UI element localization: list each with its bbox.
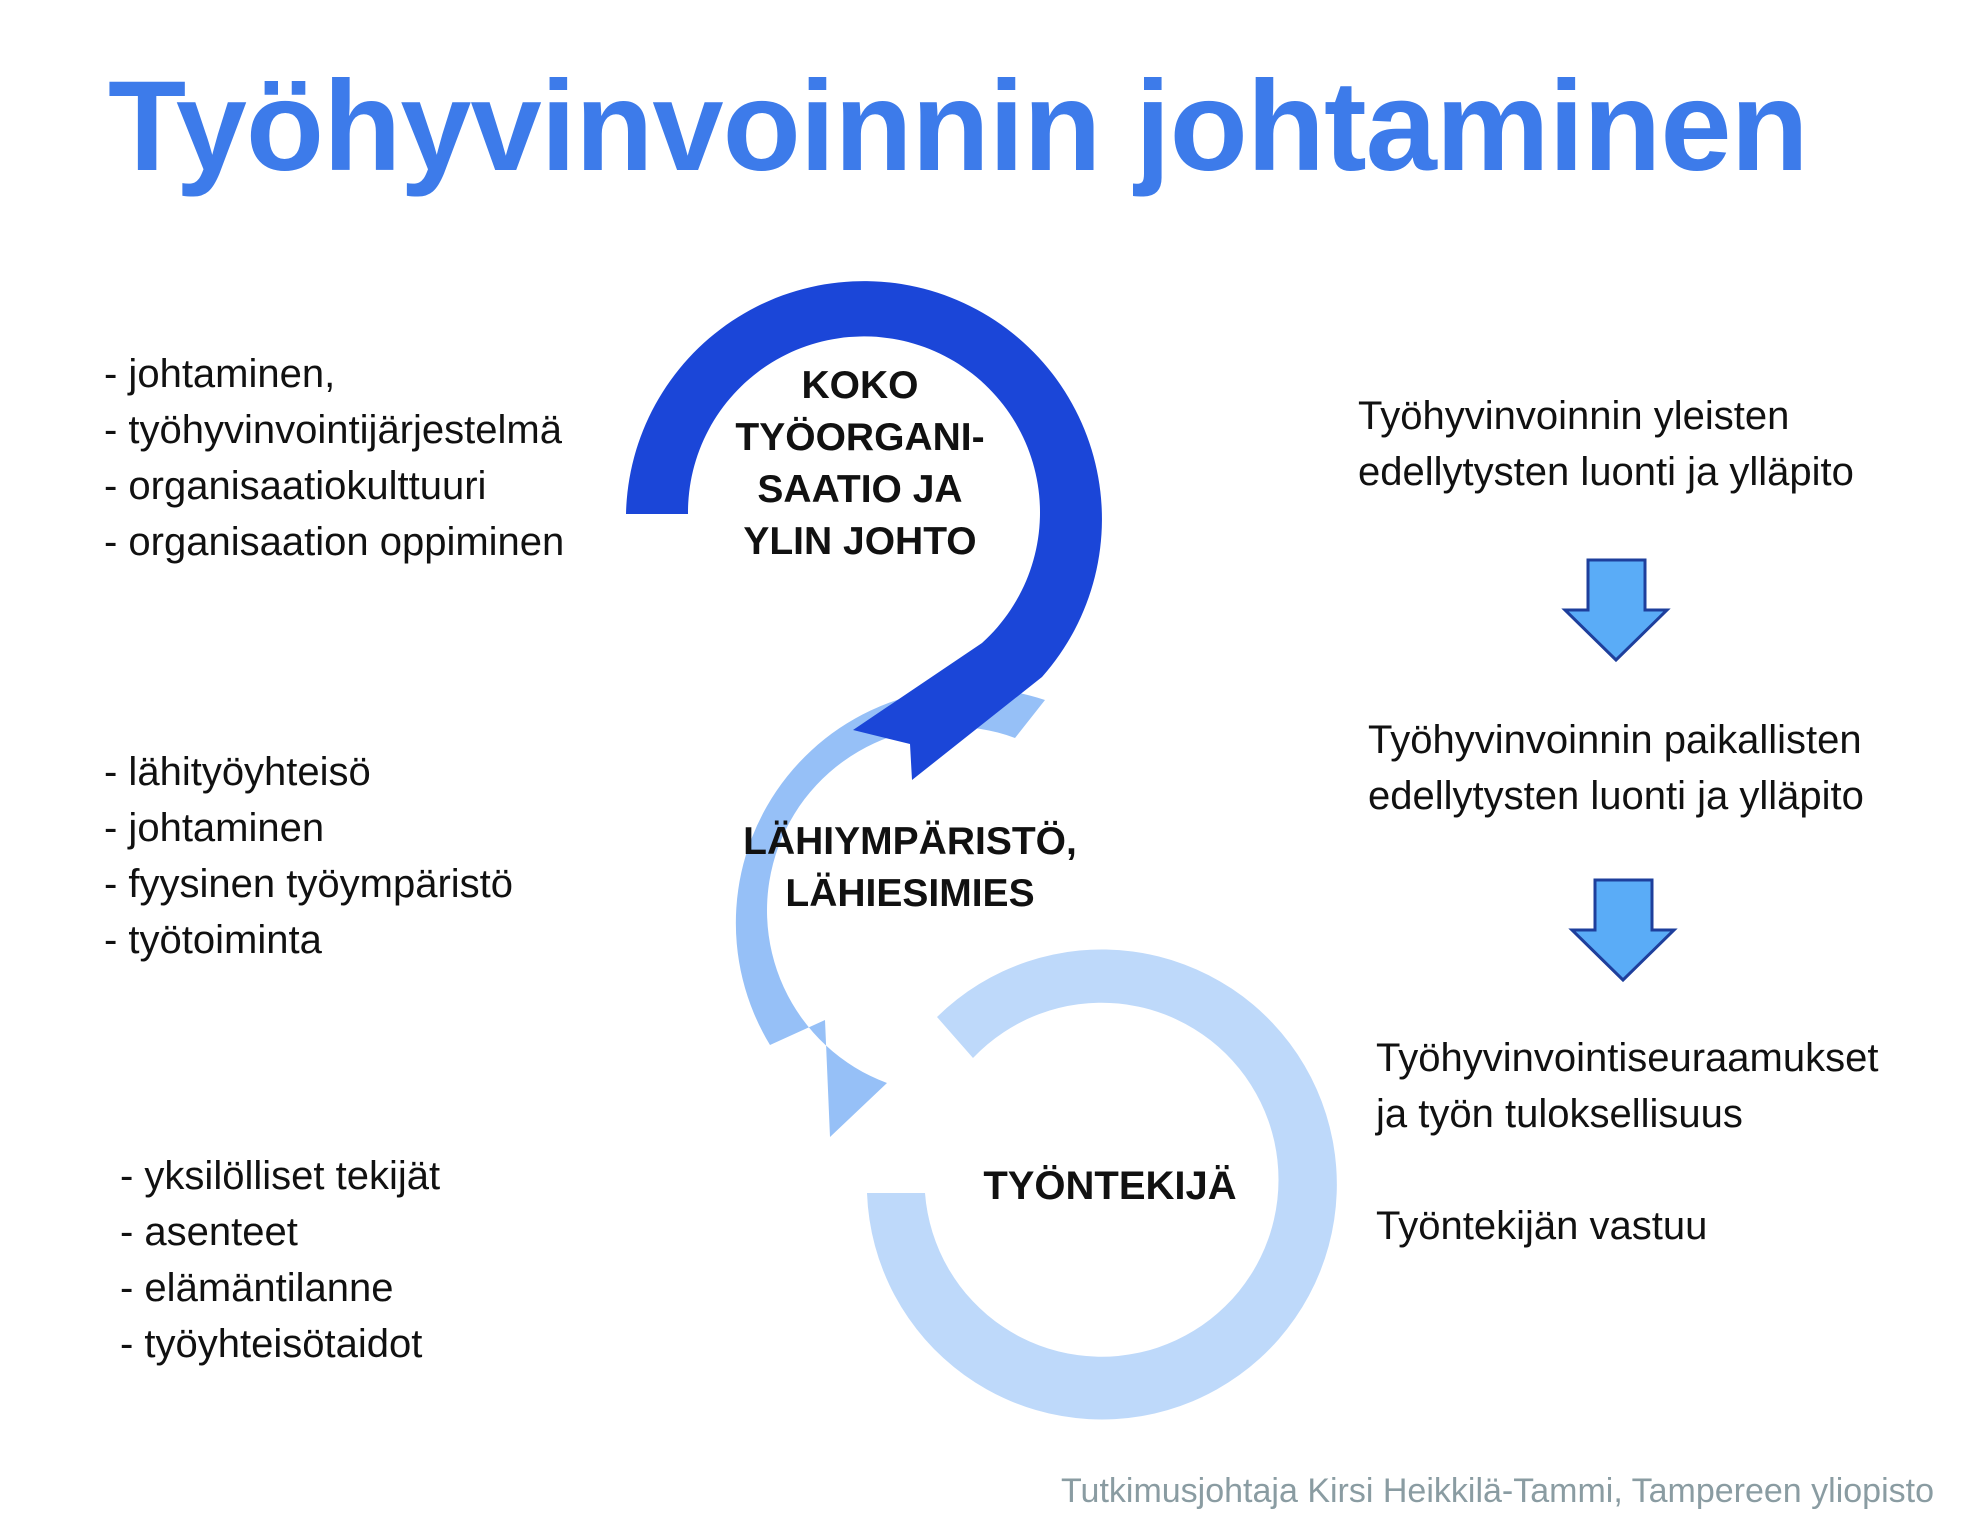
list-item: - organisaation oppiminen [104, 520, 565, 564]
employee-factor-list [120, 1148, 440, 1372]
organisation-factor-list [104, 346, 564, 570]
list-item: - asenteet [120, 1210, 298, 1254]
local-factor-list [104, 744, 513, 968]
credit-footer: Tutkimusjohtaja Kirsi Heikkilä-Tammi, Tampereen yliopisto [1061, 1472, 1934, 1510]
down-arrow-icon [1565, 560, 1667, 660]
flow-step-outcomes: Työhyvinvointiseuraamukset ja työn tuloksellisuus [1376, 1036, 1879, 1136]
list-item: - työtoiminta [104, 918, 322, 962]
page-title: Työhyvinvoinnin johtaminen [108, 55, 1808, 198]
list-item: - työhyvinvointijärjestelmä [104, 408, 562, 452]
list-item: - johtaminen [104, 806, 325, 850]
list-item: - yksilölliset tekijät [120, 1154, 441, 1198]
list-item: - lähityöyhteisö [104, 750, 371, 794]
list-item: - työyhteisötaidot [120, 1322, 423, 1366]
flow-step-responsibility: Työntekijän vastuu [1376, 1204, 1708, 1248]
local-level-label: LÄHIYMPÄRISTÖ, LÄHIESIMIES [743, 820, 1077, 915]
list-item: - fyysinen työympäristö [104, 862, 514, 906]
organisation-level-label: KOKO TYÖORGANI- SAATIO JA YLIN JOHTO [735, 364, 985, 563]
flow-step-local: Työhyvinvoinnin paikallisten edellytysten luonti ja ylläpito [1368, 718, 1864, 818]
list-item: - organisaatiokulttuuri [104, 464, 487, 508]
flow-step-general: Työhyvinvoinnin yleisten edellytysten luonti ja ylläpito [1358, 394, 1854, 494]
list-item: - johtaminen, [104, 352, 336, 396]
down-arrow-icon [1572, 880, 1674, 980]
employee-level-label: TYÖNTEKIJÄ [983, 1164, 1237, 1208]
list-item: - elämäntilanne [120, 1266, 394, 1310]
